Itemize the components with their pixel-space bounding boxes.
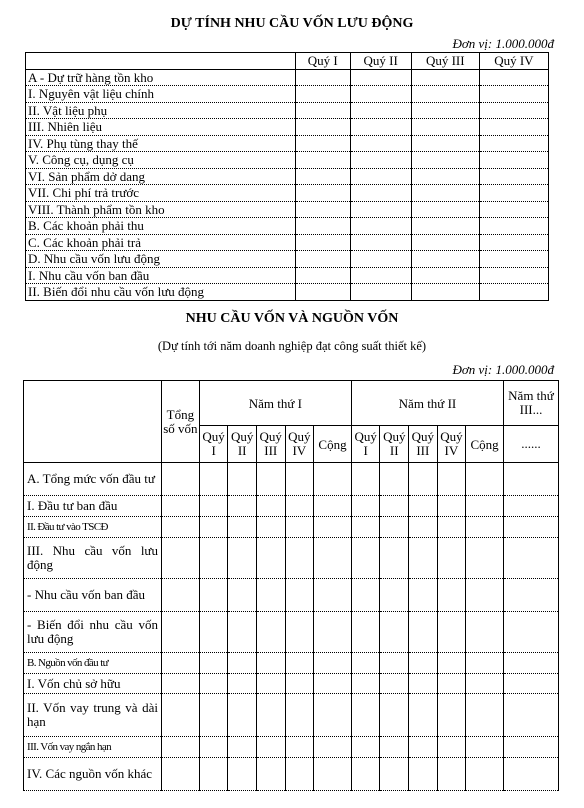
value-cell[interactable] [409,612,438,653]
value-cell[interactable] [504,653,559,674]
section1-unit: Đơn vị: 1.000.000đ [452,36,554,51]
row-label: A. Tổng mức vốn đầu tư [24,463,162,496]
value-cell[interactable] [437,579,466,612]
row-label: IV. Các nguồn vốn khác [24,758,162,791]
value-cell[interactable] [350,69,411,86]
table1-header-row [26,53,549,70]
value-cell[interactable] [296,119,351,136]
header-year-2: Năm thứ II [351,381,503,426]
value-cell[interactable] [296,267,351,284]
value-cell[interactable] [351,463,380,496]
table-row [24,612,559,653]
value-cell[interactable] [479,135,548,152]
working-capital-table [25,52,549,301]
value-cell[interactable] [409,694,438,737]
value-cell[interactable] [409,674,438,694]
value-cell[interactable] [285,463,314,496]
value-cell[interactable] [504,612,559,653]
value-cell[interactable] [228,694,257,737]
value-cell[interactable] [411,218,479,235]
value-cell[interactable] [161,612,199,653]
value-cell[interactable] [437,463,466,496]
value-cell[interactable] [296,185,351,202]
value-cell[interactable] [256,579,285,612]
value-cell[interactable] [350,102,411,119]
value-cell[interactable] [504,538,559,579]
quarter-header: Quý I [199,426,228,463]
row-label: II. Biến đổi nhu cầu vốn lưu động [26,284,296,301]
value-cell[interactable] [380,496,409,517]
value-cell[interactable] [351,694,380,737]
value-cell[interactable] [380,674,409,694]
value-cell[interactable] [504,517,559,538]
table-row [24,758,559,791]
value-cell[interactable] [437,517,466,538]
value-cell[interactable] [504,694,559,737]
value-cell[interactable] [409,538,438,579]
value-cell[interactable] [256,517,285,538]
value-cell[interactable] [479,168,548,185]
table-row [24,496,559,517]
value-cell[interactable] [479,185,548,202]
value-cell[interactable] [285,653,314,674]
value-cell[interactable] [285,758,314,791]
value-cell[interactable] [437,674,466,694]
value-cell[interactable] [466,579,504,612]
table-row [26,119,549,136]
value-cell[interactable] [296,234,351,251]
value-cell[interactable] [296,218,351,235]
value-cell[interactable] [314,694,352,737]
value-cell[interactable] [228,612,257,653]
row-label: A - Dự trữ hàng tồn kho [26,69,296,86]
quarter-header: Quý II [350,53,411,70]
value-cell[interactable] [350,284,411,301]
value-cell[interactable] [504,496,559,517]
row-label: II. Đầu tư vào TSCĐ [24,517,162,538]
value-cell[interactable] [314,517,352,538]
table-row [26,152,549,169]
value-cell[interactable] [466,496,504,517]
value-cell[interactable] [199,758,228,791]
value-cell[interactable] [228,496,257,517]
value-cell[interactable] [411,267,479,284]
quarter-header: Quý IV [285,426,314,463]
value-cell[interactable] [409,737,438,758]
value-cell[interactable] [199,517,228,538]
value-cell[interactable] [296,69,351,86]
value-cell[interactable] [350,251,411,268]
value-cell[interactable] [466,674,504,694]
section2-unit: Đơn vị: 1.000.000đ [452,362,554,377]
value-cell[interactable] [380,653,409,674]
value-cell[interactable] [285,694,314,737]
value-cell[interactable] [437,694,466,737]
value-cell[interactable] [411,102,479,119]
value-cell[interactable] [285,612,314,653]
value-cell[interactable] [350,152,411,169]
quarter-header: Quý IV [479,53,548,70]
value-cell[interactable] [437,737,466,758]
value-cell[interactable] [256,463,285,496]
section2-title: NHU CẦU VỐN VÀ NGUỒN VỐN [185,311,399,326]
value-cell[interactable] [296,102,351,119]
value-cell[interactable] [228,538,257,579]
value-cell[interactable] [351,517,380,538]
value-cell[interactable] [256,694,285,737]
row-label: VI. Sản phẩm dở dang [26,168,296,185]
sum-header: Cộng [466,426,504,463]
value-cell[interactable] [380,737,409,758]
table-row [26,267,549,284]
value-cell[interactable] [350,218,411,235]
section2-subtitle: (Dự tính tới năm doanh nghiệp đạt công suất thiết kế) [157,339,427,353]
value-cell[interactable] [466,517,504,538]
value-cell[interactable] [380,538,409,579]
value-cell[interactable] [256,496,285,517]
table-row [26,218,549,235]
value-cell[interactable] [161,694,199,737]
value-cell[interactable] [409,463,438,496]
table-row [24,694,559,737]
value-cell[interactable] [296,201,351,218]
value-cell[interactable] [411,234,479,251]
value-cell[interactable] [504,674,559,694]
value-cell[interactable] [479,86,548,103]
value-cell[interactable] [409,758,438,791]
value-cell[interactable] [479,152,548,169]
value-cell[interactable] [411,69,479,86]
value-cell[interactable] [351,612,380,653]
value-cell[interactable] [296,284,351,301]
table-row [26,135,549,152]
value-cell[interactable] [161,517,199,538]
row-label: I. Nhu cầu vốn ban đầu [26,267,296,284]
value-cell[interactable] [479,69,548,86]
value-cell[interactable] [256,758,285,791]
value-cell[interactable] [350,185,411,202]
value-cell[interactable] [296,152,351,169]
capital-sources-table [23,380,559,791]
quarter-header: Quý IV [437,426,466,463]
value-cell[interactable] [296,86,351,103]
row-label: I. Nguyên vật liệu chính [26,86,296,103]
value-cell[interactable] [479,251,548,268]
header-total: Tổng số vốn [161,381,199,463]
value-cell[interactable] [411,86,479,103]
table-row [24,674,559,694]
value-cell[interactable] [411,168,479,185]
value-cell[interactable] [256,653,285,674]
table-row [26,284,549,301]
value-cell[interactable] [228,653,257,674]
quarter-header: Quý II [380,426,409,463]
value-cell[interactable] [199,612,228,653]
table-row [24,517,559,538]
value-cell[interactable] [437,496,466,517]
ellipsis-header: ...... [504,426,559,463]
row-label: - Nhu cầu vốn ban đầu [24,579,162,612]
table-row [26,251,549,268]
value-cell[interactable] [199,694,228,737]
value-cell[interactable] [199,737,228,758]
value-cell[interactable] [256,612,285,653]
value-cell[interactable] [285,579,314,612]
value-cell[interactable] [380,694,409,737]
value-cell[interactable] [351,653,380,674]
value-cell[interactable] [380,612,409,653]
row-label: B. Nguồn vốn đầu tư [24,653,162,674]
value-cell[interactable] [161,653,199,674]
value-cell[interactable] [466,737,504,758]
value-cell[interactable] [161,674,199,694]
value-cell[interactable] [256,538,285,579]
value-cell[interactable] [228,517,257,538]
value-cell[interactable] [466,758,504,791]
section1-title: DỰ TÍNH NHU CẦU VỐN LƯU ĐỘNG [170,16,414,31]
table-row [26,69,549,86]
value-cell[interactable] [256,737,285,758]
value-cell[interactable] [314,538,352,579]
value-cell[interactable] [161,496,199,517]
value-cell[interactable] [161,737,199,758]
value-cell[interactable] [479,234,548,251]
value-cell[interactable] [296,168,351,185]
sum-header: Cộng [314,426,352,463]
value-cell[interactable] [296,135,351,152]
value-cell[interactable] [409,579,438,612]
value-cell[interactable] [411,201,479,218]
table-row [26,168,549,185]
value-cell[interactable] [351,674,380,694]
header-year-1: Năm thứ I [199,381,351,426]
header-blank [24,381,162,463]
value-cell[interactable] [411,185,479,202]
value-cell[interactable] [228,463,257,496]
value-cell[interactable] [466,694,504,737]
value-cell[interactable] [437,758,466,791]
value-cell[interactable] [504,737,559,758]
value-cell[interactable] [380,579,409,612]
value-cell[interactable] [380,463,409,496]
value-cell[interactable] [409,517,438,538]
value-cell[interactable] [314,496,352,517]
value-cell[interactable] [350,168,411,185]
table-row [24,653,559,674]
value-cell[interactable] [350,267,411,284]
quarter-header: Quý I [351,426,380,463]
value-cell[interactable] [285,538,314,579]
value-cell[interactable] [199,653,228,674]
value-cell[interactable] [314,674,352,694]
value-cell[interactable] [351,758,380,791]
value-cell[interactable] [380,517,409,538]
value-cell[interactable] [437,653,466,674]
value-cell[interactable] [296,251,351,268]
value-cell[interactable] [199,538,228,579]
value-cell[interactable] [285,517,314,538]
value-cell[interactable] [411,119,479,136]
table-row [26,201,549,218]
header-blank [26,53,296,70]
value-cell[interactable] [314,612,352,653]
value-cell[interactable] [256,674,285,694]
quarter-header: Quý I [296,53,351,70]
value-cell[interactable] [351,737,380,758]
row-label: III. Nhu cầu vốn lưu động [24,538,162,579]
value-cell[interactable] [479,267,548,284]
value-cell[interactable] [504,758,559,791]
quarter-header: Quý III [411,53,479,70]
value-cell[interactable] [411,251,479,268]
row-label: V. Công cụ, dụng cụ [26,152,296,169]
value-cell[interactable] [285,674,314,694]
table-row [26,102,549,119]
value-cell[interactable] [199,463,228,496]
row-label: D. Nhu cầu vốn lưu động [26,251,296,268]
table-row [26,86,549,103]
value-cell[interactable] [199,579,228,612]
row-label: IV. Phụ tùng thay thế [26,135,296,152]
value-cell[interactable] [228,758,257,791]
value-cell[interactable] [314,758,352,791]
value-cell[interactable] [314,463,352,496]
value-cell[interactable] [409,496,438,517]
value-cell[interactable] [199,496,228,517]
row-label: C. Các khoản phải trả [26,234,296,251]
value-cell[interactable] [380,758,409,791]
value-cell[interactable] [504,579,559,612]
value-cell[interactable] [228,674,257,694]
value-cell[interactable] [504,463,559,496]
value-cell[interactable] [161,758,199,791]
value-cell[interactable] [479,201,548,218]
value-cell[interactable] [466,653,504,674]
value-cell[interactable] [161,463,199,496]
value-cell[interactable] [351,496,380,517]
value-cell[interactable] [350,201,411,218]
value-cell[interactable] [350,86,411,103]
value-cell[interactable] [285,496,314,517]
value-cell[interactable] [409,653,438,674]
value-cell[interactable] [466,463,504,496]
value-cell[interactable] [314,737,352,758]
value-cell[interactable] [350,135,411,152]
row-label: I. Đầu tư ban đầu [24,496,162,517]
value-cell[interactable] [437,612,466,653]
value-cell[interactable] [199,674,228,694]
value-cell[interactable] [466,538,504,579]
value-cell[interactable] [314,653,352,674]
table-row [24,579,559,612]
value-cell[interactable] [314,579,352,612]
row-label: VIII. Thành phẩm tồn kho [26,201,296,218]
value-cell[interactable] [228,579,257,612]
value-cell[interactable] [411,152,479,169]
table-row [24,737,559,758]
value-cell[interactable] [479,284,548,301]
table-row [26,234,549,251]
value-cell[interactable] [351,579,380,612]
value-cell[interactable] [411,135,479,152]
header-year-last: Năm thứ III... [504,381,559,426]
row-label: III. Vốn vay ngắn hạn [24,737,162,758]
value-cell[interactable] [411,284,479,301]
table-row [26,185,549,202]
value-cell[interactable] [350,234,411,251]
quarter-header: Quý III [409,426,438,463]
value-cell[interactable] [161,579,199,612]
row-label: - Biến đổi nhu cầu vốn lưu động [24,612,162,653]
value-cell[interactable] [479,102,548,119]
value-cell[interactable] [479,119,548,136]
table-row [24,538,559,579]
row-label: II. Vốn vay trung và dài hạn [24,694,162,737]
value-cell[interactable] [350,119,411,136]
table-row [24,463,559,496]
row-label: II. Vật liệu phụ [26,102,296,119]
quarter-header: Quý III [256,426,285,463]
value-cell[interactable] [285,737,314,758]
quarter-header: Quý II [228,426,257,463]
row-label: I. Vốn chủ sở hữu [24,674,162,694]
value-cell[interactable] [161,538,199,579]
value-cell[interactable] [351,538,380,579]
value-cell[interactable] [228,737,257,758]
value-cell[interactable] [479,218,548,235]
value-cell[interactable] [437,538,466,579]
row-label: B. Các khoản phải thu [26,218,296,235]
row-label: VII. Chi phí trả trước [26,185,296,202]
row-label: III. Nhiên liệu [26,119,296,136]
value-cell[interactable] [466,612,504,653]
